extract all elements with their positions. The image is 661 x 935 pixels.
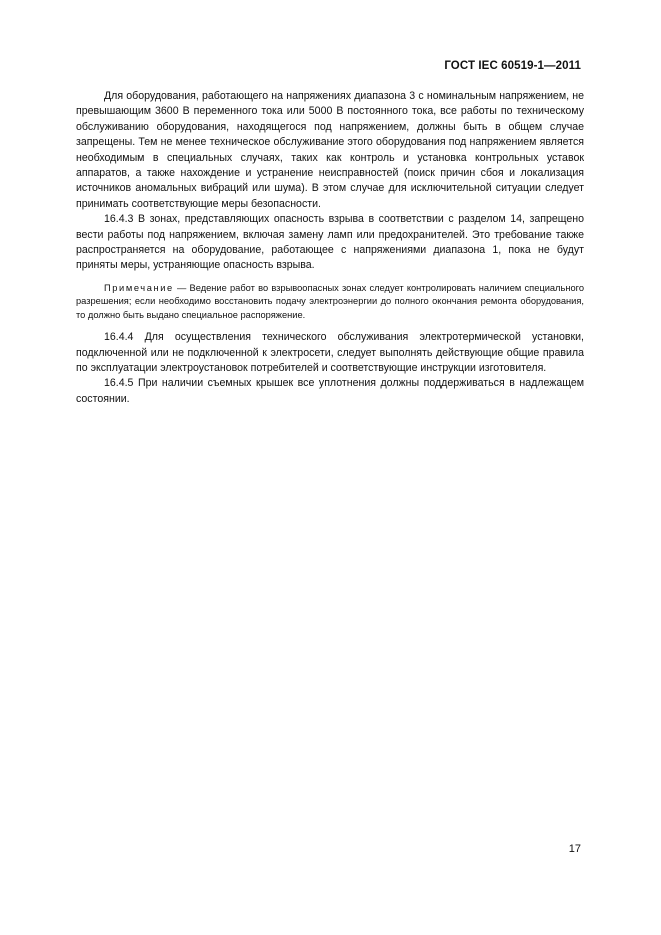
page-body — [76, 89, 584, 407]
document-header-id: ГОСТ IEC 60519-1—2011 — [444, 60, 581, 72]
note-text: — Ведение работ во взрывоопасных зонах следует контролировать наличием специального разрешения; если необходимо восстановить подачу электроэнергии до полного окончания ремонта оборудования, то должно быть выдано специальное распоряжение. — [76, 282, 584, 320]
page-number: 17 — [568, 843, 581, 855]
paragraph-live-work-range3: Для оборудования, работающего на напряжениях диапазона 3 с номинальным напряжением, не превышающим 3600 В переменного тока или 5000 В постоянного тока, все работы по техническому обслуживанию оборудования, находящегося под напряжением, должны быть в общем случае запрещены. Тем не менее техническое обслуживание этого оборудования под напряжением является необходимым в специальных случаях, таких как контроль и установка контрольных уставок аппаратов, а также нахождение и устранение неисправностей (поиск причин сбоя и локализация источников аномальных вибраций или шума). В этом случае для исключительной ситуации следует принимать соответствующие меры безопасности. — [76, 90, 584, 210]
note-label: Примечание — [104, 282, 174, 293]
paragraph-16-4-3: 16.4.3 В зонах, представляющих опасность взрыва в соответствии с разделом 14, запрещено вести работы под напряжением, включая замену ламп или предохранителей. Это требование также распространяется на оборудование, работающее с напряжениями диапазона 1, пока не будут приняты меры, устраняющие опасность взрыва. — [76, 213, 584, 272]
note-block — [76, 282, 584, 322]
paragraph-16-4-5: 16.4.5 При наличии съемных крышек все уплотнения должны поддерживаться в надлежащем состоянии. — [76, 377, 584, 405]
paragraph-16-4-4: 16.4.4 Для осуществления технического обслуживания электротермической установки, подключенной или не подключенной к электросети, следует выполнять действующие общие правила по эксплуатации электроустановок потребителей и соответствующие инструкции изготовителя. — [76, 331, 584, 374]
